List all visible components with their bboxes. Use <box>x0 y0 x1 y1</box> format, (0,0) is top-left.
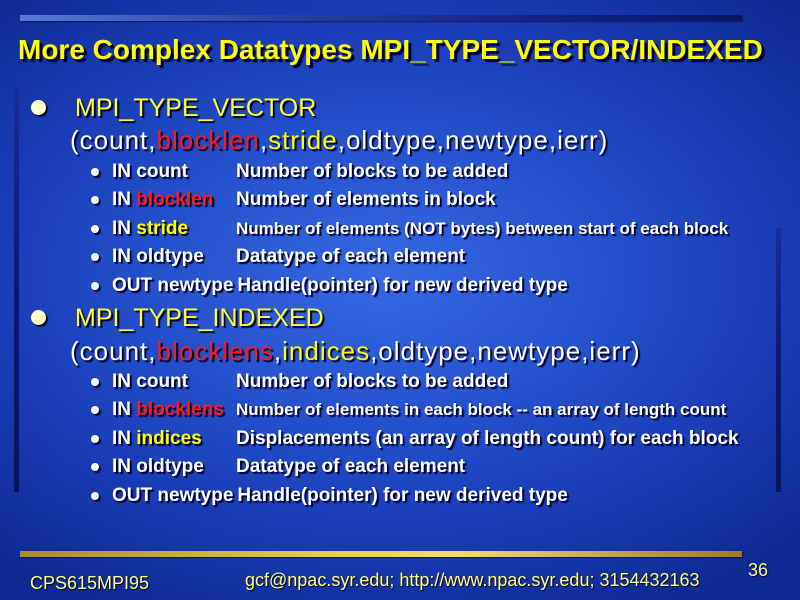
signature-token: indices <box>282 336 371 366</box>
signature-token: (count, <box>70 125 157 155</box>
param-direction: IN <box>112 246 131 267</box>
param-name: oldtype <box>136 246 204 267</box>
param-name: blocklens <box>136 399 224 420</box>
param-direction: IN <box>112 189 131 210</box>
param-description: Datatype of each element <box>236 456 466 477</box>
section-heading-indexed: MPI_TYPE_INDEXED <box>75 304 324 332</box>
param-description: Number of elements in block <box>236 189 496 210</box>
param-direction: IN <box>112 161 131 182</box>
param-label <box>112 371 232 393</box>
param-label <box>112 218 232 240</box>
param-bullet <box>91 406 99 414</box>
param-bullet <box>91 492 99 500</box>
param-direction: OUT <box>112 275 153 296</box>
param-bullet <box>91 196 99 204</box>
footer-contact: gcf@npac.syr.edu; http://www.npac.syr.edu; 3154432163 <box>245 570 700 590</box>
param-bullet <box>91 253 99 261</box>
param-name: stride <box>136 218 189 239</box>
param-direction: OUT <box>112 485 153 506</box>
param-label <box>112 246 232 268</box>
param-name: blocklen <box>136 189 214 210</box>
param-row <box>91 218 728 240</box>
section-heading-vector: MPI_TYPE_VECTOR <box>75 94 317 122</box>
param-description: Handle(pointer) for new derived type <box>237 275 568 296</box>
param-name: oldtype <box>136 456 204 477</box>
param-name: count <box>136 371 188 392</box>
param-label <box>112 428 232 450</box>
bottom-rule <box>20 551 742 557</box>
param-label <box>112 399 232 421</box>
param-description: Handle(pointer) for new derived type <box>237 485 568 506</box>
param-row <box>91 399 726 421</box>
param-description: Number of blocks to be added <box>236 161 509 182</box>
param-row <box>91 485 568 507</box>
param-row <box>91 161 508 183</box>
param-row <box>91 428 739 450</box>
param-description: Number of elements (NOT bytes) between start of each block <box>236 219 729 238</box>
left-rule <box>14 86 19 492</box>
signature-token: blocklens <box>156 336 274 366</box>
param-direction: IN <box>112 428 131 449</box>
param-bullet <box>91 168 99 176</box>
param-row <box>91 371 508 393</box>
signature-token: blocklen <box>156 125 260 155</box>
param-label <box>112 189 232 211</box>
page-number: 36 <box>748 560 769 580</box>
param-direction: IN <box>112 456 131 477</box>
function-signature-indexed <box>70 336 641 366</box>
param-bullet <box>91 378 99 386</box>
signature-token: ,oldtype,newtype,ierr) <box>370 336 641 366</box>
section-bullet <box>31 310 46 325</box>
param-name: newtype <box>157 275 234 296</box>
signature-token: , <box>259 125 269 155</box>
param-label <box>112 485 233 507</box>
param-bullet <box>91 225 99 233</box>
param-label <box>112 456 232 478</box>
param-description: Displacements (an array of length count) for each block <box>236 428 739 449</box>
param-bullet <box>91 435 99 443</box>
section-bullet <box>31 100 46 115</box>
param-direction: IN <box>112 218 131 239</box>
param-row <box>91 189 496 211</box>
param-label <box>112 161 232 183</box>
param-row <box>91 246 465 268</box>
param-direction: IN <box>112 371 131 392</box>
param-direction: IN <box>112 399 131 420</box>
param-description: Number of elements in each block -- an array of length count <box>236 400 727 419</box>
param-bullet <box>91 282 99 290</box>
right-rule <box>776 228 781 492</box>
slide-title: More Complex Datatypes MPI_TYPE_VECTOR/INDEXED <box>18 34 763 65</box>
param-name: count <box>136 161 188 182</box>
param-row <box>91 275 568 297</box>
param-name: indices <box>136 428 202 449</box>
top-rule <box>20 15 742 21</box>
param-label <box>112 275 233 297</box>
param-row <box>91 456 465 478</box>
signature-token: ,oldtype,newtype,ierr) <box>337 125 609 155</box>
param-bullet <box>91 463 99 471</box>
signature-token: , <box>273 336 283 366</box>
signature-token: (count, <box>70 336 157 366</box>
param-description: Datatype of each element <box>236 246 466 267</box>
signature-token: stride <box>268 125 338 155</box>
function-signature-vector <box>70 125 608 155</box>
footer-course-code: CPS615MPI95 <box>30 573 150 593</box>
param-description: Number of blocks to be added <box>236 371 509 392</box>
param-name: newtype <box>157 485 234 506</box>
